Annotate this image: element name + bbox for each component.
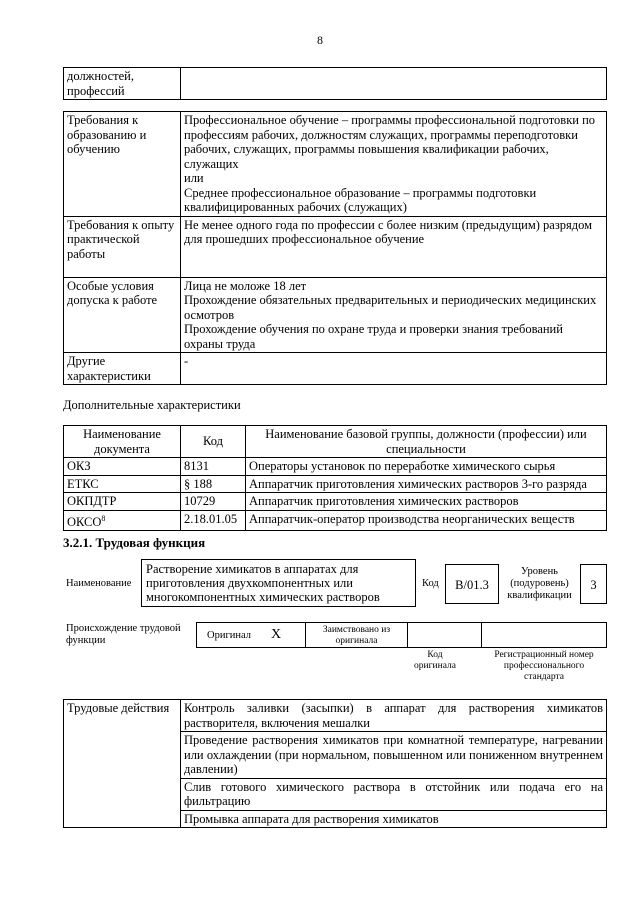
additional-characteristics-table xyxy=(63,425,607,531)
origin-registration-caption: Регистрационный номер профессионального стандарта xyxy=(494,650,594,682)
cell-name: Аппаратчик приготовления химических растворов xyxy=(246,493,607,511)
actions-label: Трудовые действия xyxy=(64,700,181,828)
function-name-label: Наименование xyxy=(66,578,132,589)
text-line: - xyxy=(184,354,189,368)
origin-code-caption: Код оригинала xyxy=(414,650,456,671)
cell-code: 8131 xyxy=(181,458,246,476)
qualification-level-box xyxy=(580,564,607,604)
cell-name: Аппаратчик приготовления химических растворов 3-го разряда xyxy=(246,475,607,493)
cell-document: ОКПДТР xyxy=(64,493,181,511)
labor-actions-table xyxy=(63,699,607,828)
table-header-row xyxy=(64,426,607,458)
text-line: Среднее профессиональное образование – программы подготовки квалифицированных рабочих (служащих) xyxy=(184,185,537,214)
origin-original-cell xyxy=(196,622,306,648)
table-row xyxy=(64,493,607,511)
footnote-marker: 8 xyxy=(101,513,106,523)
row-value xyxy=(181,68,607,100)
additional-characteristics-title: Дополнительные характеристики xyxy=(63,398,241,412)
cell-document xyxy=(64,510,181,531)
row-label: должностей, профессий xyxy=(64,68,181,100)
row-label: Требования к образованию и обучению xyxy=(64,112,181,217)
original-mark: X xyxy=(271,627,282,642)
cell-code: 10729 xyxy=(181,493,246,511)
text-line: или xyxy=(184,171,204,185)
row-label: Другие характеристики xyxy=(64,353,181,385)
function-code-value: B/01.3 xyxy=(455,578,489,592)
table-row xyxy=(64,510,607,531)
column-header-name: Наименование базовой группы, должности (профессии) или специальности xyxy=(246,426,607,458)
table-row xyxy=(64,353,607,385)
text-line: Прохождение обязательных предварительных и периодических медицинских осмотров xyxy=(184,293,597,322)
column-header-document: Наименование документа xyxy=(64,426,181,458)
cell-document: ЕТКС xyxy=(64,475,181,493)
origin-label: Происхождение трудовой функции xyxy=(66,623,181,646)
row-label: Особые условия допуска к работе xyxy=(64,277,181,353)
requirements-table xyxy=(63,111,607,385)
cell-code: § 188 xyxy=(181,475,246,493)
action-item: Проведение растворения химикатов при комнатной температуре, нагревании или охлаждении (при нормальном, повышенном или пониженном внутреннем давлении) xyxy=(181,732,607,779)
section-title: 3.2.1. Трудовая функция xyxy=(63,535,206,550)
row-value xyxy=(181,277,607,353)
function-code-label: Код xyxy=(422,578,439,589)
page-number: 8 xyxy=(317,33,323,47)
borrowed-label: Заимствовано из оригинала xyxy=(322,625,391,646)
table-row xyxy=(64,700,607,732)
cell-document: ОКЗ xyxy=(64,458,181,476)
column-header-code: Код xyxy=(181,426,246,458)
qualification-level-value: 3 xyxy=(590,578,597,592)
original-label: Оригинал xyxy=(207,630,251,641)
row-label: Требования к опыту практической работы xyxy=(64,216,181,277)
table-row xyxy=(64,216,607,277)
cell-code: 2.18.01.05 xyxy=(181,510,246,531)
qualification-level-label: Уровень (подуровень) квалификации xyxy=(507,566,572,601)
action-item: Контроль заливки (засыпки) в аппарат для растворения химикатов растворителя, включения мешалки xyxy=(181,700,607,732)
function-code-box xyxy=(445,564,499,604)
text-line: Профессиональное обучение – программы профессиональной подготовки по профессиям рабочих, должностям служащих, программы переподготовки рабочих, служащих, программы повышения квалификации рабочих, служащих xyxy=(184,113,596,171)
row-value xyxy=(181,216,607,277)
text-line: Прохождение обучения по охране труда и проверки знания требований охраны труда xyxy=(184,322,563,351)
row-value xyxy=(181,112,607,217)
text-line: Не менее одного года по профессии с более низким (предыдущим) разрядом для прошедших профессиональное обучение xyxy=(184,217,593,246)
function-name-box xyxy=(141,559,416,607)
table-row xyxy=(64,68,607,100)
origin-borrowed-cell xyxy=(305,622,408,648)
text-line: Лица не моложе 18 лет xyxy=(184,278,307,293)
table-row xyxy=(64,475,607,493)
function-name-value: Растворение химикатов в аппаратах для приготовления двухкомпонентных или многокомпонентных химических растворов xyxy=(146,562,380,604)
row-value xyxy=(181,353,607,385)
cell-name: Аппаратчик-оператор производства неорганических веществ xyxy=(246,510,607,531)
cell-name: Операторы установок по переработке химического сырья xyxy=(246,458,607,476)
table-row xyxy=(64,458,607,476)
origin-code-cell xyxy=(407,622,482,648)
action-item: Промывка аппарата для растворения химикатов xyxy=(181,810,607,828)
top-continuation-table xyxy=(63,67,607,100)
table-row xyxy=(64,112,607,217)
action-item: Слив готового химического раствора в отстойник или подача его на фильтрацию xyxy=(181,778,607,810)
document-name: ОКСО xyxy=(67,514,102,529)
table-row xyxy=(64,277,607,353)
origin-registration-cell xyxy=(481,622,607,648)
